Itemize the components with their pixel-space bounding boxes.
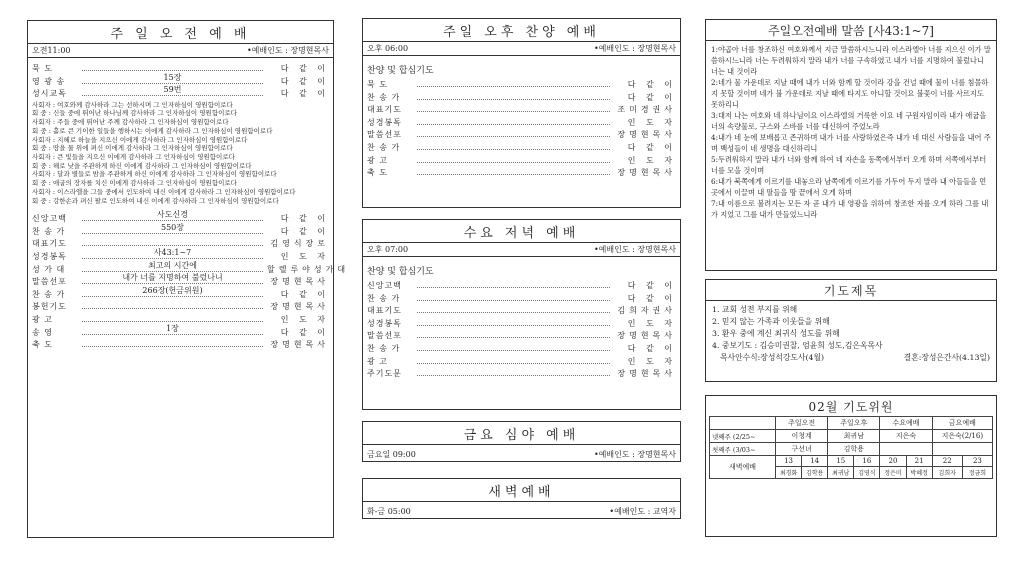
order-person: 다 같 이 [627,92,676,102]
prayer-item: 2. 믿지 않는 가족과 이웃들을 위해 [712,317,830,326]
wednesday-section: 찬양 및 합심기도 [367,267,434,277]
order-label: 말씀선포 [367,331,402,341]
dawn-leader: •예배인도 : 교역자 [609,507,676,516]
order-dots [417,79,610,87]
order-dots [417,142,610,150]
duty-header: 금요예배 [932,417,992,430]
service-order-row [32,222,329,239]
order-label: 말씀선포 [32,277,67,287]
order-label: 성시교독 [32,89,67,99]
afternoon-leader: •예배인도 : 장명현목사 [593,44,676,53]
order-person: 할렐루야성가대 [267,264,350,274]
order-item: 사도신경 [154,210,191,219]
liturgy-line: 사회자 : 주들 중에 뛰어난 주께 감사하라 그 인자하심이 영원함이로다 [32,118,229,127]
afternoon-service-panel [362,18,681,208]
order-person: 다 같 이 [627,293,676,303]
order-item [170,311,176,320]
dawn-time: 화-금 05:00 [367,507,411,516]
order-person: 장명현목사 [617,331,676,341]
duty-cell: 김학용 [828,443,880,456]
service-order-row [32,285,329,302]
order-label: 봉헌기도 [32,302,67,312]
service-order-row [367,280,676,293]
order-person: 인 도 자 [627,155,676,165]
dawn-day: 14 [802,456,828,467]
morning-service-panel [27,20,350,538]
dawn-name: 김학용 [802,467,828,479]
dawn-label: 새벽예배 [710,456,776,479]
dawn-name: 최귀남 [828,467,854,479]
service-order-row [32,301,329,314]
service-order-row [367,117,676,130]
duty-header: 주일오후 [828,417,880,430]
sermon-verse: 7:내 이름으로 불려지는 모든 자 곧 내가 내 영광을 위하여 창조한 자를 오게 하라 그를 내가 지었고 그를 내가 만들었느니라 [711,199,989,219]
prayer-wedding: 결혼:장성은간사(4.13일) [903,353,990,362]
prayer-item: 3. 환우 중에 계신 최귀식 성도를 위해 [712,329,840,338]
sermon-verse: 6:내가 북쪽에게 이르기를 내놓으라 남쪽에게 이르기를 가두어 두지 말라 내 아들들을 먼 곳에서 이끌며 내 딸들을 땅 끝에서 오게 하며 [711,177,987,197]
duty-cell: 지은숙(2/16) [932,430,992,443]
order-person: 장명현목사 [270,302,329,312]
morning-body [28,58,350,353]
order-label: 신앙고백 [32,214,67,224]
prayer-item: 4. 중보기도 : 김승미권찰, 엄윤희 성도,김은옥목사 [712,341,883,350]
order-label: 대표기도 [367,105,402,115]
dawn-day: 22 [932,456,962,467]
order-dots [82,339,263,347]
service-order-row [32,85,329,101]
order-item: 550장 [158,223,187,232]
order-label: 묵 도 [32,64,53,73]
order-label: 찬 송 가 [32,289,66,299]
dawn-day: 16 [854,456,880,467]
duty-title: 02월 기도위원 [808,400,894,414]
order-dots [82,72,263,84]
order-item: 사43:1~7 [151,248,195,257]
order-label: 성경봉독 [367,318,402,328]
order-dots [82,285,263,297]
order-item [170,235,176,244]
order-label: 성 가 대 [32,264,66,274]
order-dots [82,85,263,96]
order-dots [82,238,263,246]
wednesday-service-panel [362,219,681,410]
sermon-verse: 5:두려워하지 말라 내가 너와 함께 하여 네 자손을 동쪽에서부터 오게 하며 서쪽에서부터 너를 모을 것이며 [711,155,987,175]
order-dots [82,210,263,221]
order-person: 인 도 자 [280,314,329,324]
order-label: 영 광 송 [32,76,66,86]
liturgy-line: 사회자 : 지혜로 하늘을 지으신 이에게 감사하라 그 인자하심이 영원함이로다 [32,135,248,144]
order-dots [82,314,263,322]
order-label: 찬 송 가 [32,226,66,236]
order-person: 장명현목사 [270,277,329,287]
sermon-verses [706,41,996,223]
order-person: 인 도 자 [627,318,676,328]
prayer-item: 1. 교회 성전 부지를 위해 [712,305,798,314]
order-person: 장명현목사 [617,168,676,178]
wednesday-subbar [363,243,680,257]
order-label: 주기도문 [367,369,402,379]
order-label: 축 도 [367,168,388,178]
duty-panel [705,395,997,537]
order-dots [82,260,263,272]
duty-row [710,430,993,443]
order-label: 찬 송 가 [367,142,401,152]
liturgy-line: 사회자 : 큰 빛들을 지으신 이에게 감사하라 그 인자하심이 영원함이로다 [32,153,235,161]
afternoon-time: 오후 06:00 [367,44,409,53]
dawn-days-row [710,456,993,467]
service-order-row [367,104,676,117]
dawn-name: 김영식 [854,467,880,479]
morning-title: 주 일 오 전 예 배 [28,21,333,44]
morning-liturgy [32,101,329,205]
dawn-day: 13 [776,456,802,467]
order-label: 신앙고백 [367,281,402,290]
service-order-row [367,343,676,356]
dawn-title: 새벽예배 [363,479,680,502]
morning-order-top [32,63,329,101]
afternoon-order [367,79,676,180]
duty-cell [932,443,992,456]
sermon-verse: 2:네가 물 가운데로 지날 때에 내가 너와 함께 할 것이라 강을 건널 때에 물이 너를 침몰하지 못할 것이며 네가 불 가운데로 지날 때에 타지도 아니할 것이요 불꽃이 너를 사르지도 못하리니 [711,78,989,109]
morning-order-bottom [32,210,350,352]
sermon-title: 주일오전예배 말씀 [사43:1~7] [706,20,996,41]
afternoon-title: 주일 오후 찬양 예배 [363,19,680,42]
order-dots [417,356,610,364]
order-person: 다 같 이 [280,214,329,224]
order-dots [82,63,263,71]
order-label: 찬 송 가 [367,343,401,353]
dawn-line [363,502,680,521]
friday-time: 금요일 09:00 [367,450,416,459]
duty-cell: 최귀남 [828,430,880,443]
order-item [170,336,176,345]
liturgy-line: 회 중 : 애굽의 장자를 치신 이에게 감사하라 그 인자하심이 영원함이로다 [32,179,237,188]
wednesday-time: 오후 07:00 [367,245,409,254]
order-item: 15장 [161,73,185,82]
friday-line [363,445,680,464]
wednesday-body [363,257,680,382]
dawn-name: 최경화 [776,467,802,479]
duty-corner [710,417,776,430]
order-person: 김희자권사 [617,306,676,316]
order-dots [417,343,610,351]
liturgy-line: 회 중 : 홀로 큰 기이한 일들을 행하시는 이에게 감사하라 그 인자하심이 영원함이로다 [32,126,273,135]
service-order-row [367,92,676,105]
order-dots [417,318,610,326]
order-label: 광 고 [367,155,388,165]
morning-time: 오전11:00 [32,46,71,55]
order-person: 다 같 이 [280,226,329,236]
service-order-row [367,318,676,331]
service-order-row [32,339,329,352]
order-person: 장명현목사 [617,369,676,379]
duty-row-label: 넷째주 (2/25~ [710,430,776,443]
order-person: 다 같 이 [280,64,329,73]
order-item: 266장(헌금위원) [139,286,205,295]
order-dots [82,222,263,234]
duty-cell [880,443,932,456]
afternoon-body [363,56,680,181]
liturgy-line: 사회자 : 달과 별들로 밤을 주관하게 하신 이에게 감사하라 그 인자하심이 영원함이로다 [32,170,277,179]
order-item [170,298,176,307]
dawn-name: 정은미 [880,467,906,479]
duty-header-row [710,417,993,430]
order-dots [417,368,610,376]
service-order-row [367,79,676,92]
liturgy-line: 회 중 : 해로 낮을 주관하게 하신 이에게 감사하라 그 인자하심이 영원함이로다 [32,161,252,170]
service-order-row [367,305,676,318]
service-order-row [367,293,676,306]
duty-row-label: 첫째주 (3/03~ [710,443,776,456]
order-label: 성경봉독 [32,252,67,261]
afternoon-subbar [363,42,680,56]
prayer-list [706,301,996,367]
order-item: 59번 [161,85,185,94]
duty-row [710,443,993,456]
order-item: 1장 [163,324,182,333]
order-dots [417,280,610,288]
order-person: 장명현목사 [617,130,676,140]
afternoon-section: 찬양 및 합심기도 [367,66,434,76]
order-label: 대표기도 [32,239,67,249]
order-person: 인 도 자 [627,117,676,127]
duty-table [709,416,993,479]
order-person: 김영식장로 [270,239,329,249]
order-label: 광 고 [32,314,53,324]
order-dots [417,104,610,112]
order-item [170,60,176,69]
liturgy-line: 회 중 : 신들 중에 뛰어난 하나님께 감사하라 그 인자하심이 영원함이로다 [32,109,237,118]
order-item: 최고의 시간에 [145,261,200,270]
sermon-verse: 3:대저 나는 여호와 네 하나님이요 이스라엘의 거룩한 이요 네 구원자임이라 내가 애굽을 너의 속량물로, 구스와 스바를 너를 대신하여 주었노라 [711,111,987,131]
order-label: 축 도 [32,340,53,350]
service-order-row [367,368,676,381]
service-order-row [367,142,676,155]
order-label: 대표기도 [367,306,402,316]
order-label: 찬 송 가 [367,293,401,303]
sermon-panel [705,19,997,271]
dawn-name: 박혜정 [906,467,932,479]
duty-cell: 지은숙 [880,430,932,443]
dawn-day: 21 [906,456,932,467]
liturgy-line: 사회자 : 여호와께 감사하라 그는 선하시며 그 인자하심이 영원함이로다 [32,100,233,109]
order-dots [82,301,263,309]
service-order-row [367,129,676,142]
duty-header: 주일오전 [776,417,828,430]
service-order-row [367,155,676,168]
friday-service-panel [362,421,681,462]
order-dots [417,330,610,338]
order-person: 인 도 자 [280,252,329,261]
order-dots [82,273,263,284]
liturgy-line: 사회자 : 이스라엘을 그들 중에서 인도하여 내신 이에게 감사하라 그 인자하심이 영원함이로다 [32,187,296,196]
dawn-name: 정금희 [962,467,992,479]
duty-cell: 구선녀 [776,443,828,456]
order-dots [82,248,263,259]
duty-cell: 이청계 [776,430,828,443]
order-dots [417,129,610,137]
dawn-day: 20 [880,456,906,467]
order-person: 다 같 이 [280,289,329,299]
order-dots [417,167,610,175]
morning-subbar [28,44,333,58]
prayer-ordination: 목사안수식:장성석강도사(4월) [720,353,825,362]
order-person: 다 같 이 [280,89,329,99]
service-order-row [367,330,676,343]
liturgy-line: 회 중 : 강한손과 펴신 팔로 인도하여 내신 이에게 감사하라 그 인자하심이 영원함이로다 [32,196,279,205]
order-dots [417,92,610,100]
prayer-panel [705,279,997,382]
order-person: 인 도 자 [627,356,676,366]
order-person: 다 같 이 [627,343,676,353]
wednesday-title: 수요 저녁 예배 [363,220,680,243]
order-dots [417,117,610,125]
wednesday-leader: •예배인도 : 장명현목사 [593,245,676,254]
order-dots [417,155,610,163]
prayer-notice-row [712,352,990,364]
dawn-name: 김희자 [932,467,962,479]
order-person: 다 같 이 [627,80,676,89]
order-person: 다 같 이 [280,327,329,337]
liturgy-line: 회 중 : 땅을 물 위에 펴신 이에게 감사하라 그 인자하심이 영원함이로다 [32,144,233,153]
order-label: 묵 도 [367,80,388,89]
sermon-verse: 4:내가 네 눈에 보배롭고 존귀하며 내가 너를 사랑하였은즉 내가 네 대신 사람들을 내어 주며 백성들이 네 생명을 대신하리니 [711,133,991,153]
service-order-row [367,167,676,180]
service-order-row [367,356,676,369]
order-person: 다 같 이 [627,281,676,290]
duty-header: 수요예배 [880,417,932,430]
order-dots [417,293,610,301]
order-label: 말씀선포 [367,130,402,140]
order-label: 찬 송 가 [367,92,401,102]
order-person: 장명현목사 [270,340,329,350]
service-order-row [32,323,329,340]
dawn-day: 15 [828,456,854,467]
friday-leader: •예배인도 : 장명현목사 [593,450,676,459]
order-person: 다 같 이 [627,142,676,152]
morning-leader: •예배인도 : 장명현목사 [246,46,329,55]
order-dots [82,323,263,335]
order-label: 광 고 [367,356,388,366]
dawn-day: 23 [962,456,992,467]
order-person: 다 같 이 [280,76,329,86]
wednesday-order [367,280,676,381]
order-dots [417,305,610,313]
order-item: 내가 너를 지명하여 불렀나니 [119,273,225,282]
order-label: 성경봉독 [367,117,402,127]
sermon-verse: 1:야곱아 너를 창조하신 여호와께서 지금 말씀하시느니라 이스라엘아 너를 지으신 이가 말씀하시느니라 너는 두려워하지 말라 내가 너를 구속하였고 내가 너를 지명하여 불렀나니 너는 내 것이라 [711,45,991,76]
order-person: 조미경권사 [617,105,676,115]
friday-title: 금요 심야 예배 [363,422,680,445]
prayer-title: 기도제목 [706,280,996,301]
dawn-service-panel [362,478,681,519]
order-label: 송 영 [32,327,53,337]
